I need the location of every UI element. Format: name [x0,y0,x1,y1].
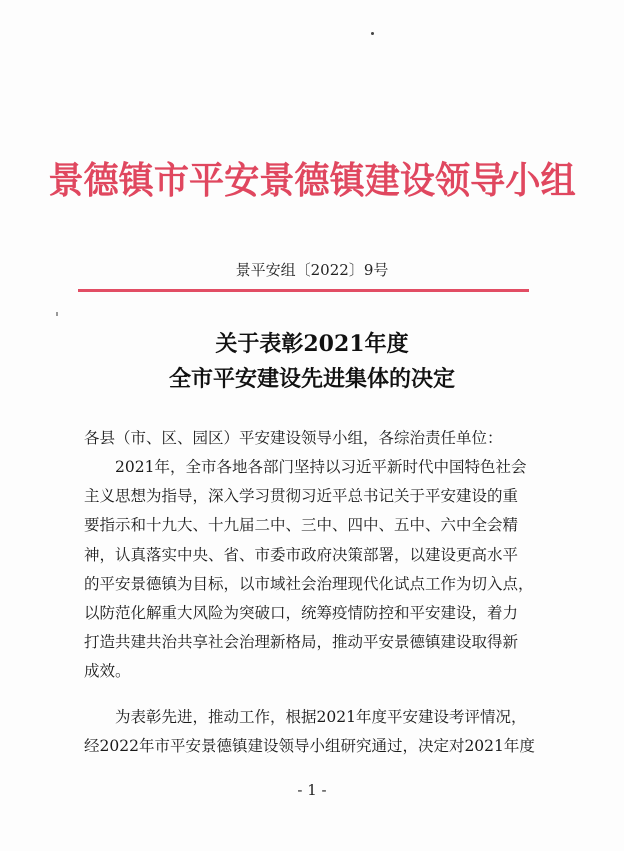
paragraph-line: 打造共建共治共享社会治理新格局，推动平安景德镇建设取得新 [84,633,519,652]
paragraph-line: 为表彰先进，推动工作，根据2021年度平安建设考评情况， [84,708,527,726]
paragraph-line: 以防范化解重大风险为突破口，统筹疫情防控和平安建设，着力 [84,603,519,622]
paragraph-line: 2021年，全市各地各部门坚持以习近平新时代中国特色社会 [84,458,527,476]
issuing-organization-header: 景德镇市平安景德镇建设领导小组 [48,158,576,202]
paragraph-2 [84,703,544,761]
red-separator-line [78,289,529,292]
paragraph-line: 经2022年市平安景德镇建设领导小组研究通过，决定对2021年度 [84,737,535,756]
paragraph-line: 的平安景德镇为目标，以市域社会治理现代化试点工作为切入点， [84,574,534,593]
document-title-line-1: 关于表彰2021年度 [215,331,409,357]
scan-speck [371,32,374,35]
paragraph-line: 神，认真落实中央、省、市委市政府决策部署，以建设更高水平 [84,545,519,564]
scan-mark [56,312,58,316]
document-title-line-2: 全市平安建设先进集体的决定 [168,366,455,392]
paragraph-line: 要指示和十九大、十九届二中、三中、四中、五中、六中全会精 [84,516,519,535]
addressee-line: 各县（市、区、园区）平安建设领导小组，各综治责任单位： [84,429,503,447]
page-number: - 1 - [297,781,327,799]
paragraph-line: 主义思想为指导，深入学习贯彻习近平总书记关于平安建设的重 [84,487,519,506]
paragraph-line: 成效。 [84,662,131,681]
paragraph-1 [84,453,544,687]
document-number: 景平安组〔2022〕9号 [235,261,389,279]
